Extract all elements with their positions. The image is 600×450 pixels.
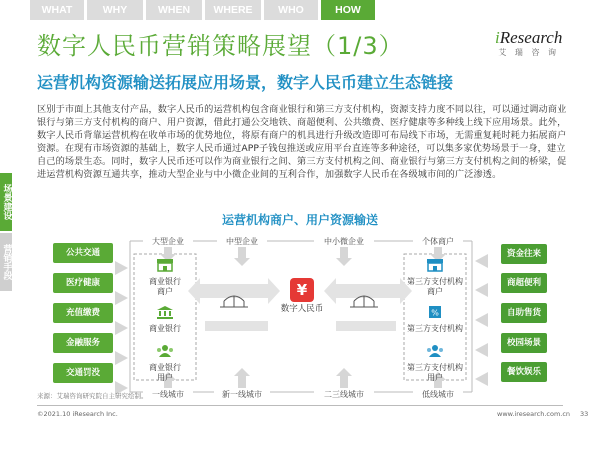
scene-button-fund-transfer[interactable]: 资金往来 <box>501 244 547 264</box>
side-tab-scene[interactable]: 场景建设 <box>0 173 12 231</box>
iresearch-logo: iResearch 艾 瑞 咨 询 <box>495 28 563 57</box>
scene-button-recharge[interactable]: 充值缴费 <box>53 303 113 323</box>
top-label-individual: 个体商户 <box>413 236 463 247</box>
users-icon <box>155 344 175 358</box>
node-bank-user: 商业银行 用户 <box>137 344 193 383</box>
page-number: 33 <box>580 410 589 418</box>
footer-copyright: ©2021.10 iResearch Inc. <box>37 410 118 418</box>
footer-divider <box>37 405 563 406</box>
digital-rmb-icon: ¥ <box>290 278 314 302</box>
nav-tab-how[interactable]: HOW <box>321 0 375 20</box>
payment-tag-icon <box>426 305 444 319</box>
body-paragraph: 区别于市面上其他支付产品，数字人民币的运营机构包含商业银行和第三方支付机构，资源支持力度不同以往，可以通过调动商业银行与第三方支付机构的商户、用户资源，借此打通公交地铁、商超便利、公共缴费、医疗健康等多种线上线下应用场景。此外，数字人民币背靠运营机构在收单市场的优势地位，将原有商户的机具进行升级改造即可布局线下市场，无需重复耗时耗力拓展商户资源。在现有市场资源的基础上，数字人民币通过APP子钱包推送或应用平台直连等多种途径，可以集多家优势场景于一身，建立自己的场景生态。同时，数字人民币还可以作为商业银行之间、第三方支付机构之间、商业银行与第三方支付机构之间的桥梁，促进运营机构资源互通共享，推动大型企业与中小微企业间的互利合作，加强数字人民币在各级城市间的广泛渗透。 <box>37 104 567 181</box>
scene-button-healthcare[interactable]: 医疗健康 <box>53 273 113 293</box>
node-bank: 商业银行 <box>137 305 193 334</box>
store-icon <box>156 258 174 272</box>
node-bank-merchant: 商业银行 商户 <box>137 258 193 297</box>
nav-tab-what[interactable]: WHAT <box>30 0 84 20</box>
users-icon <box>425 344 445 358</box>
scene-button-finance[interactable]: 金融服务 <box>53 333 113 353</box>
page-subtitle: 运营机构资源输送拓展应用场景，数字人民币建立生态链接 <box>37 73 454 92</box>
bottom-label-new-tier1: 新一线城市 <box>214 389 270 400</box>
nav-tab-where[interactable]: WHERE <box>205 0 261 20</box>
scene-button-vending[interactable]: 自助售货 <box>501 303 547 323</box>
bank-icon <box>156 305 174 319</box>
bottom-label-low-tier: 低线城市 <box>413 389 463 400</box>
bottom-label-tier23: 二三线城市 <box>314 389 374 400</box>
node-digital-rmb: ¥ 数字人民币 <box>270 278 334 314</box>
node-thirdparty: % 第三方支付机构 <box>398 305 472 334</box>
top-label-medium-enterprise: 中型企业 <box>217 236 267 247</box>
nav-tab-when[interactable]: WHEN <box>146 0 202 20</box>
bottom-label-tier1: 一线城市 <box>143 389 193 400</box>
nav-tab-why[interactable]: WHY <box>87 0 143 20</box>
svg-text:%: % <box>431 308 439 318</box>
scene-button-supermarket[interactable]: 商超便利 <box>501 273 547 293</box>
top-label-small-enterprise: 中小微企业 <box>314 236 374 247</box>
scene-button-campus[interactable]: 校园场景 <box>501 333 547 353</box>
side-tab-marketing[interactable]: 营销手段 <box>0 233 12 291</box>
scene-button-dining[interactable]: 餐饮娱乐 <box>501 362 547 382</box>
node-thirdparty-user: 第三方支付机构 用户 <box>398 344 472 383</box>
source-note: 来源：艾瑞咨询研究院自主研究绘制。 <box>37 392 148 400</box>
nav-tab-who[interactable]: WHO <box>264 0 318 20</box>
store-icon <box>426 258 444 272</box>
scene-button-public-transit[interactable]: 公共交通 <box>53 243 113 263</box>
node-thirdparty-merchant: 第三方支付机构 商户 <box>398 258 472 297</box>
page-title: 数字人民币营销策略展望（1/3） <box>37 32 404 60</box>
top-label-large-enterprise: 大型企业 <box>143 236 193 247</box>
scene-button-traffic-fine[interactable]: 交通罚没 <box>53 363 113 383</box>
footer-url[interactable]: www.iresearch.com.cn <box>497 410 571 418</box>
diagram-title: 运营机构商户、用户资源输送 <box>221 213 378 227</box>
